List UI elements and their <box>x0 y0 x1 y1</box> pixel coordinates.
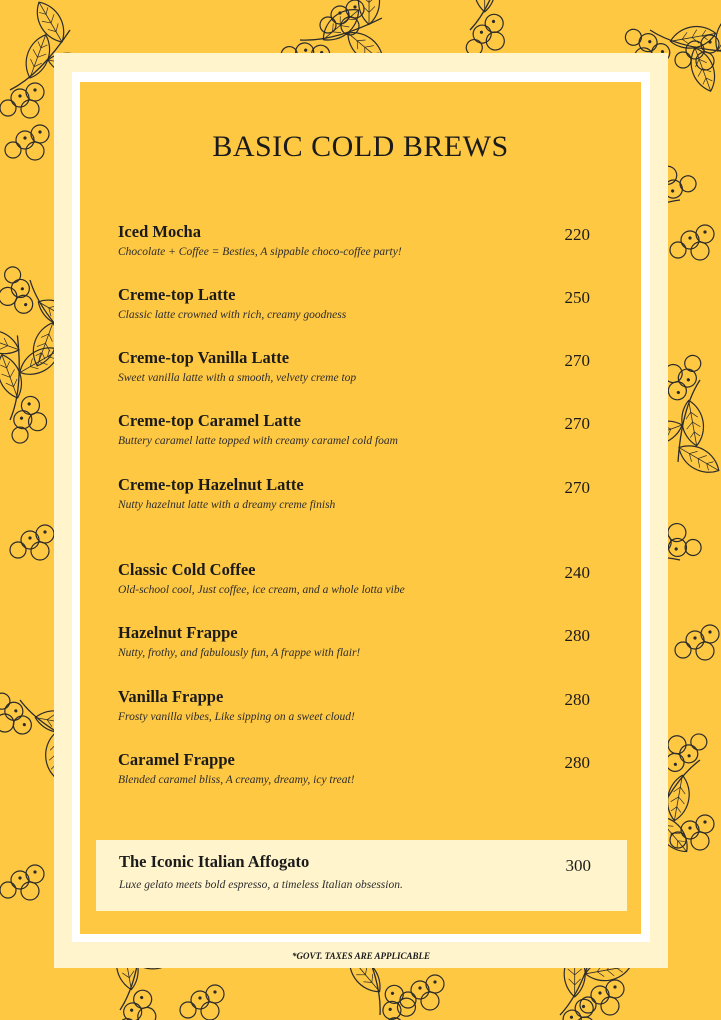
menu-item-description: Nutty, frothy, and fabulously fun, A frappe with flair! <box>118 647 361 659</box>
featured-item-description: Luxe gelato meets bold espresso, a timeless Italian obsession. <box>119 879 403 891</box>
menu-title: BASIC COLD BREWS <box>212 130 509 163</box>
menu-item-price: 250 <box>564 288 590 307</box>
menu-item-price: 280 <box>564 690 590 709</box>
menu-item-price: 280 <box>564 626 590 645</box>
menu-item-description: Nutty hazelnut latte with a dreamy creme finish <box>118 499 336 511</box>
menu-item-description: Blended caramel bliss, A creamy, dreamy, icy treat! <box>118 774 355 786</box>
featured-item-box <box>96 840 627 911</box>
featured-item-name: The Iconic Italian Affogato <box>119 852 310 871</box>
menu-item-price: 270 <box>564 478 590 497</box>
menu-item-description: Buttery caramel latte topped with creamy caramel cold foam <box>118 435 398 447</box>
menu-item-name: Creme-top Vanilla Latte <box>118 348 290 367</box>
menu-item-description: Frosty vanilla vibes, Like sipping on a sweet cloud! <box>118 711 355 723</box>
menu-item-name: Caramel Frappe <box>118 750 235 769</box>
menu-item-description: Classic latte crowned with rich, creamy goodness <box>118 309 347 321</box>
menu-item-name: Hazelnut Frappe <box>118 623 238 642</box>
menu-item-name: Classic Cold Coffee <box>118 560 256 579</box>
menu-item-price: 220 <box>564 225 590 244</box>
menu-item-name: Creme-top Latte <box>118 285 236 304</box>
menu-item-price: 270 <box>564 351 590 370</box>
menu-item-description: Chocolate + Coffee = Besties, A sippable choco-coffee party! <box>118 246 402 258</box>
menu-item-name: Creme-top Caramel Latte <box>118 411 301 430</box>
menu-item-name: Vanilla Frappe <box>118 687 224 706</box>
menu-item-description: Old-school cool, Just coffee, ice cream, and a whole lotta vibe <box>118 584 405 596</box>
menu-item-price: 280 <box>564 753 590 772</box>
tax-footnote: *GOVT. TAXES ARE APPLICABLE <box>291 951 431 961</box>
menu-item-name: Iced Mocha <box>118 222 201 241</box>
menu-item-price: 270 <box>564 414 590 433</box>
featured-item-price: 300 <box>565 856 591 875</box>
menu-item-description: Sweet vanilla latte with a smooth, velvety creme top <box>118 372 357 384</box>
menu-item-price: 240 <box>564 563 590 582</box>
menu-item-name: Creme-top Hazelnut Latte <box>118 475 304 494</box>
